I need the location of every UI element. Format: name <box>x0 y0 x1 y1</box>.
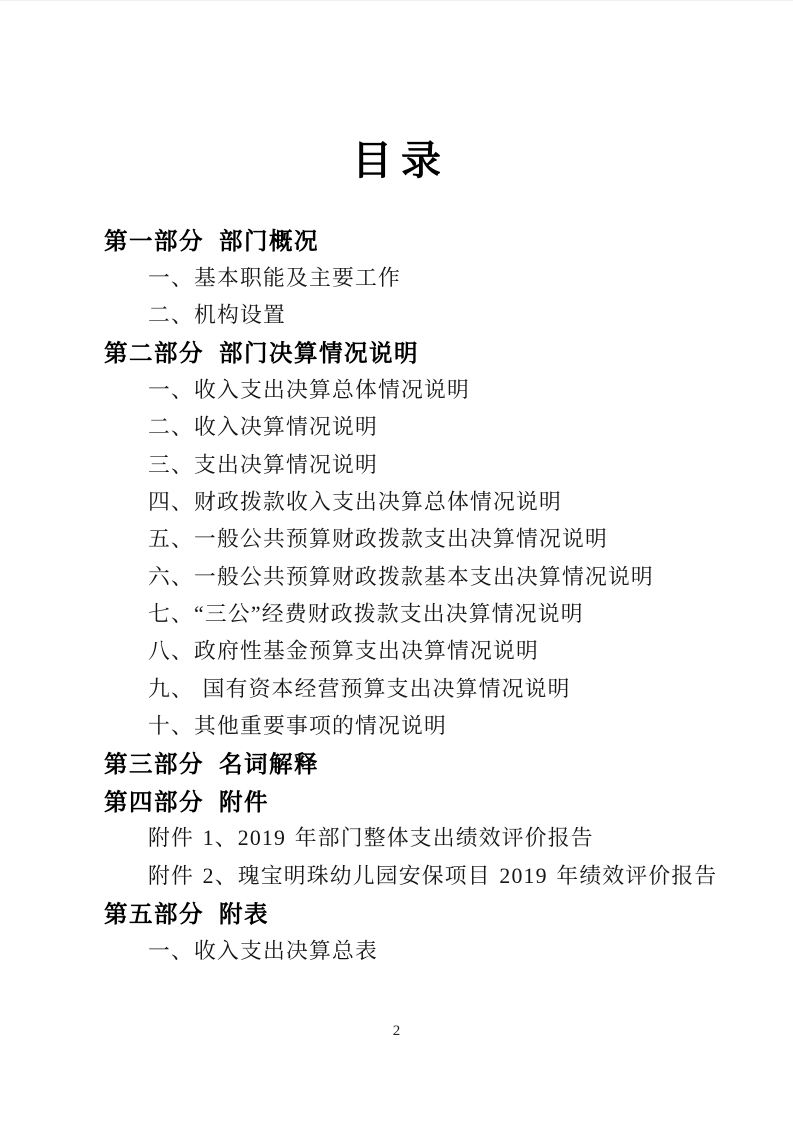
toc-item: 三、支出决算情况说明 <box>148 452 378 477</box>
toc-item: 六、一般公共预算财政拨款基本支出决算情况说明 <box>148 564 654 589</box>
toc-item: 八、政府性基金预算支出决算情况说明 <box>148 639 539 664</box>
toc-item-attachment-1: 附件 1、2019 年部门整体支出绩效评价报告 <box>148 826 594 851</box>
toc-heading-part-1: 第一部分 部门概况 <box>104 227 320 254</box>
toc-item-attachment-2: 附件 2、瑰宝明珠幼儿园安保项目 2019 年绩效评价报告 <box>148 863 718 888</box>
toc-item: 一、收入支出决算总体情况说明 <box>148 377 470 402</box>
toc-item: 九、 国有资本经营预算支出决算情况说明 <box>148 676 571 701</box>
toc-item: 十、其他重要事项的情况说明 <box>148 714 447 739</box>
page-title: 目录 <box>352 139 450 183</box>
toc-item: 四、财政拨款收入支出决算总体情况说明 <box>148 489 562 514</box>
toc-heading-part-3: 第三部分 名词解释 <box>104 751 320 778</box>
toc-heading-part-5: 第五部分 附表 <box>104 900 270 927</box>
toc-heading-part-2: 第二部分 部门决算情况说明 <box>104 339 420 366</box>
toc-heading-part-4: 第四部分 附件 <box>104 788 270 815</box>
toc-item: 七、“三公”经费财政拨款支出决算情况说明 <box>148 602 584 627</box>
page-number: 2 <box>392 1023 401 1039</box>
toc-item: 二、机构设置 <box>148 302 286 327</box>
toc-item: 一、收入支出决算总表 <box>148 938 378 963</box>
toc-item: 五、一般公共预算财政拨款支出决算情况说明 <box>148 527 608 552</box>
toc-item: 一、基本职能及主要工作 <box>148 265 401 290</box>
toc-item: 二、收入决算情况说明 <box>148 415 378 440</box>
table-of-contents <box>104 220 718 968</box>
